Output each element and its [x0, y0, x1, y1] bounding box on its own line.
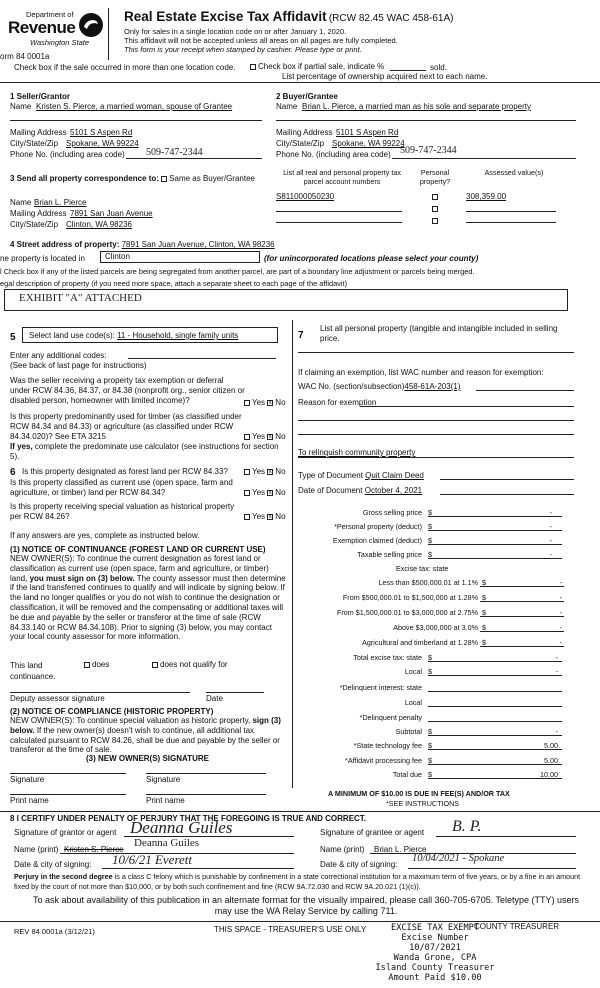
- seller-phone-label: Phone No. (including area code): [10, 150, 125, 159]
- notice2-text: [10, 716, 286, 755]
- q-timber-ifyes: [10, 442, 280, 462]
- total-label: *Delinquent interest: state: [339, 683, 422, 692]
- corr-name-label: Name: [10, 198, 32, 207]
- q-historic: Is this property receiving special valuation as historical property per RCW 84.26?: [10, 502, 235, 521]
- wac-label: WAC No. (section/subsection): [298, 382, 405, 391]
- tier-label: Less than $500,000.01 at 1.1%: [378, 578, 478, 587]
- does-not-option[interactable]: [152, 660, 228, 669]
- grantee-date-city[interactable]: 10/04/2021 - Spokane: [412, 853, 505, 864]
- q-historic-yes: Yes: [252, 512, 266, 521]
- stamp-line-1: EXCISE TAX EXEMPT: [391, 923, 479, 933]
- total-value: -: [555, 653, 558, 662]
- q-current-use: Is this property classified as current use (open space, farm and agriculture, or timber) land per RCW 84.34?: [10, 478, 233, 497]
- parcel-account-1[interactable]: S811000050230: [276, 192, 335, 201]
- tier-value: -: [559, 593, 562, 602]
- form-number: orm 84 0001a: [0, 52, 50, 61]
- notice2-title: (2) NOTICE OF COMPLIANCE (HISTORIC PROPERTY): [10, 707, 214, 716]
- property-address-label: 4 Street address of property:: [10, 240, 120, 249]
- grantee-date-label: Date & city of signing:: [320, 860, 398, 869]
- buyer-city-label: City/State/Zip: [276, 139, 325, 148]
- q-exemption-yes-box[interactable]: [244, 400, 250, 406]
- additional-codes-label: Enter any additional codes:: [10, 351, 107, 360]
- total-label: Total due: [392, 770, 422, 779]
- located-select[interactable]: [100, 251, 260, 263]
- buyer-city[interactable]: Spokane, WA 99224: [332, 139, 405, 148]
- tier-label: Agricultural and timberland at 1.28%: [362, 638, 478, 647]
- seller-address[interactable]: 5101 S Aspen Rd: [70, 128, 133, 137]
- notice1-title: (1) NOTICE OF CONTINUANCE (FOREST LAND OR CURRENT USE): [10, 545, 266, 554]
- does-label: does: [92, 660, 110, 669]
- dept-name: Revenue: [8, 18, 76, 37]
- total-label: *State technology fee: [353, 741, 422, 750]
- buyer-address[interactable]: 5101 S Aspen Rd: [336, 128, 399, 137]
- tier-cur: $: [482, 608, 486, 617]
- seller-city-label: City/State/Zip: [10, 139, 59, 148]
- q-historic-no-box[interactable]: x: [268, 513, 272, 520]
- total-value: -: [555, 727, 558, 736]
- tax-cur: $: [428, 522, 432, 531]
- notice1-text-a: NEW OWNER(S): To continue the current designation as forest land or classification as current use (open space, farm and agriculture, or timber) land,: [10, 554, 269, 583]
- deputy-signature-label: Deputy assessor signature: [10, 694, 105, 703]
- buyer-address-label: Mailing Address: [276, 128, 333, 137]
- stamp-line-2: Excise Number: [401, 933, 469, 943]
- q-forest-no: No: [275, 467, 286, 476]
- owner-signature-1: Signature: [10, 775, 45, 784]
- total-cur: $: [428, 653, 432, 662]
- corr-heading-text: 3 Send all property correspondence to:: [10, 174, 159, 183]
- tax-label: Gross selling price: [362, 508, 422, 517]
- q-historic-answer[interactable]: [244, 512, 286, 521]
- q-timber: Is this property predominantly used for timber (as classified under RCW 84.34 and 84.33) or agriculture (as classified under RCW 84.34.020)? See ETA 3215: [10, 412, 242, 441]
- does-checkbox[interactable]: [84, 662, 90, 668]
- wac-number[interactable]: 458-61A-203(1): [404, 382, 461, 391]
- does-not-checkbox[interactable]: [152, 662, 158, 668]
- grantee-print-name[interactable]: Brian L. Pierce: [374, 845, 427, 854]
- partial-sold: sold.: [430, 63, 447, 72]
- parcel-personal-1[interactable]: [432, 194, 438, 200]
- located-note: (for unincorporated locations please select your county): [264, 254, 479, 263]
- header-line-3: This form is your receipt when stamped by cashier. Please type or print.: [124, 45, 362, 54]
- personal-property-label: List all personal property (tangible and intangible included in selling price.: [320, 324, 558, 343]
- partial-sale-label: Check box if partial sale, indicate %: [258, 62, 385, 71]
- doc-type-label: Type of Document: [298, 471, 363, 480]
- tier-label: From $1,500,000.01 to $3,000,000 at 2.75%: [336, 608, 478, 617]
- notice1-bold: you must sign on (3) below.: [27, 573, 135, 583]
- grantee-name-label: Name (print): [320, 845, 365, 854]
- seller-address-label: Mailing Address: [10, 128, 67, 137]
- total-label: Total excise tax: state: [353, 653, 422, 662]
- q-timber-no-box[interactable]: x: [268, 433, 272, 440]
- tax-label: Taxable selling price: [357, 550, 422, 559]
- tier-value: -: [559, 608, 562, 617]
- tier-cur: $: [482, 578, 486, 587]
- buyer-heading: 2 Buyer/Grantee: [276, 92, 338, 101]
- exemption-reason[interactable]: To relinquish community property: [298, 448, 416, 457]
- grantor-name-label: Name (print): [14, 845, 59, 854]
- grantor-print-name[interactable]: Deanna Guiles: [134, 837, 200, 849]
- total-cur: $: [428, 667, 432, 676]
- q-exemption-no: No: [275, 398, 286, 407]
- notice2-text-a: NEW OWNER(S): To continue special valuation as historic property,: [10, 716, 251, 725]
- section7-num: 7: [298, 330, 304, 341]
- q-timber-answer[interactable]: [244, 432, 286, 441]
- treasurer-space: THIS SPACE - TREASURER'S USE ONLY: [214, 925, 367, 934]
- seller-city[interactable]: Spokane, WA 99224: [66, 139, 139, 148]
- notice1-text: [10, 554, 286, 642]
- does-option[interactable]: [84, 660, 109, 669]
- total-label: *Affidavit processing fee: [345, 756, 422, 765]
- total-label: Local: [404, 698, 422, 707]
- q-current-use-yes-box[interactable]: [244, 490, 250, 496]
- q-timber-yes-box[interactable]: [244, 434, 250, 440]
- q-forest-answer[interactable]: [244, 467, 286, 476]
- located-label: ne property is located in: [0, 254, 85, 263]
- q-current-use-no-box[interactable]: x: [268, 489, 272, 496]
- treasurer-stamp: [350, 923, 520, 983]
- header-line-2: This affidavit will not be accepted unless all areas on all pages are fully completed.: [124, 36, 398, 45]
- tax-cur: $: [428, 508, 432, 517]
- grantor-sig-label: Signature of grantor or agent: [14, 828, 117, 837]
- parcel-personal-2[interactable]: [432, 206, 438, 212]
- section5-num: 5: [10, 332, 16, 343]
- total-label: *Delinquent penalty: [359, 713, 422, 722]
- located-value: Clinton: [105, 252, 130, 261]
- total-label: Local: [404, 667, 422, 676]
- legal-label: egal description of property (if you need more space, attach a separate sheet to each page of the affidavit): [0, 279, 348, 288]
- tier-cur: $: [482, 593, 486, 602]
- rev-number: REV 84 0001a (3/12/21): [14, 927, 95, 936]
- corr-city[interactable]: Clinton, WA 98236: [66, 220, 132, 229]
- notice2-text-b: If the new owner(s) doesn't wish to continue, all additional tax calculated pursuant to RCW 84.26, shall be due and payable by the seller or transferor at the time of sale.: [10, 725, 280, 755]
- form-title: [124, 9, 454, 24]
- total-value: 5.00: [544, 756, 558, 765]
- q-exemption-yes: Yes: [252, 398, 266, 407]
- excise-state-heading: Excise tax: state: [396, 564, 449, 573]
- tax-label: Exemption claimed (deduct): [332, 536, 422, 545]
- same-as-buyer-label: Same as Buyer/Grantee: [169, 174, 255, 183]
- seller-name[interactable]: Kristen S. Pierce, a married woman, spouse of Grantee: [36, 102, 233, 111]
- ifyes-text: complete the predominate use calculator (see instructions for section 5).: [10, 442, 279, 461]
- does-not-label: does not qualify for: [160, 660, 228, 669]
- accessibility-note: To ask about availability of this publication in an alternate format for the visually impaired, please call 360-705-6705. Teletype (TTY) users may use the WA Relay Service by calling 711.: [32, 895, 580, 916]
- grantor-date-label: Date & city of signing:: [14, 860, 92, 869]
- q-forest-no-box[interactable]: x: [268, 468, 272, 475]
- q-current-use-no: No: [275, 488, 286, 497]
- tax-value: -: [549, 508, 552, 517]
- seller-heading: 1 Seller/Grantor: [10, 92, 71, 101]
- stamp-line-6: Amount Paid $10.00: [388, 973, 482, 983]
- stamp-line-4: Wanda Grone, CPA: [393, 953, 477, 963]
- corr-name[interactable]: Brian L. Pierce: [34, 198, 87, 207]
- doc-date-label: Date of Document: [298, 486, 363, 495]
- tax-value: -: [549, 536, 552, 545]
- q-forest-yes-box[interactable]: [244, 469, 250, 475]
- tax-cur: $: [428, 536, 432, 545]
- this-land: This land: [10, 661, 43, 670]
- owner-print-1: Print name: [10, 796, 49, 805]
- title-ref: (RCW 82.45 WAC 458-61A): [328, 13, 454, 24]
- multi-location-label: Check box if the sale occurred in more than one location code.: [14, 63, 236, 72]
- doc-date[interactable]: October 4, 2021: [364, 486, 423, 495]
- stamp-line-3: 10/07/2021: [409, 943, 461, 953]
- parcels-col-assessed: Assessed value(s): [484, 168, 544, 177]
- tier-cur: $: [482, 623, 486, 632]
- correspondence-heading: [10, 174, 255, 183]
- partial-sale-check[interactable]: [250, 62, 384, 71]
- doc-type[interactable]: Quit Claim Deed: [365, 471, 424, 480]
- grantee-signature[interactable]: B. P.: [452, 818, 482, 835]
- perjury-text: is a class C felony which is punishable by confinement in a state correctional institution for a maximum term of five years, or by a fine in an amount fixed by the court of not more than $10,000, or by both such confinement and fine (RCW 9A.72.030 and RCW 9A.20.021 (1)(c)).: [14, 872, 581, 891]
- total-cur: $: [428, 727, 432, 736]
- total-value: 5.00: [544, 741, 558, 750]
- notice1-text-b: The county assessor must then determine if the land transferred continues to qualify and will indicate by signing below. If the land no longer qualifies or you do not wish to continue the designation or classification, it will be removed and the compensating or additional taxes will be due and payable by the seller or transferor at the time of sale (RCW 84.33.140 or RCW 84.34.108). Prior to signing (3) below, you may contact your local county assessor for more information.: [10, 573, 286, 642]
- buyer-phone[interactable]: 509-747-2344: [400, 145, 457, 156]
- total-value: -: [555, 667, 558, 676]
- tier-label: Above $3,000,000 at 3.0%: [393, 623, 478, 632]
- seller-phone[interactable]: 509-747-2344: [146, 147, 203, 158]
- q-exemption-no-box[interactable]: x: [268, 399, 272, 406]
- tier-cur: $: [482, 638, 486, 647]
- tax-label: *Personal property (deduct): [334, 522, 422, 531]
- parcel-value-1[interactable]: 308,359.00: [466, 192, 507, 201]
- corr-address-label: Mailing Address: [10, 209, 67, 218]
- tax-value: -: [549, 522, 552, 531]
- buyer-phone-label: Phone No. (including area code): [276, 150, 391, 159]
- grantor-signature[interactable]: Deanna Guiles: [130, 818, 233, 837]
- county-treasurer: COUNTY TREASURER: [474, 922, 560, 931]
- certify-heading: 8 I CERTIFY UNDER PENALTY OF PERJURY THAT THE FOREGOING IS TRUE AND CORRECT.: [10, 814, 367, 823]
- total-cur: $: [428, 741, 432, 750]
- notice3-title: (3) NEW OWNER(S) SIGNATURE: [86, 754, 209, 763]
- minimum-due: A MINIMUM OF $10.00 IS DUE IN FEE(S) AND/OR TAX: [328, 789, 510, 798]
- grantee-sig-label: Signature of grantee or agent: [320, 828, 425, 837]
- corr-address[interactable]: 7891 San Juan Avenue: [70, 209, 153, 218]
- section6-num: 6: [10, 467, 16, 478]
- q-exemption-answer[interactable]: [244, 398, 286, 407]
- q-timber-yes: Yes: [252, 432, 266, 441]
- q-historic-yes-box[interactable]: [244, 514, 250, 520]
- property-address-row: [10, 240, 275, 249]
- tier-value: -: [559, 638, 562, 647]
- grantor-name-struck: Kristen S. Pierce: [64, 845, 124, 854]
- land-use-label: Select land use code(s):: [29, 331, 115, 340]
- doc-type-row: [298, 471, 424, 480]
- legal-description: EXHIBIT "A" ATTACHED: [19, 292, 142, 304]
- header-line-1: Only for sales in a single location code on or after January 1, 2020.: [124, 27, 347, 36]
- total-label: Subtotal: [395, 727, 422, 736]
- deputy-date-label: Date: [206, 694, 223, 703]
- partial-sub: List percentage of ownership acquired next to each name.: [282, 72, 488, 81]
- same-as-buyer-checkbox[interactable]: [161, 176, 167, 182]
- q-forest: Is this property designated as forest land per RCW 84.33?: [22, 467, 228, 476]
- doc-date-row: [298, 486, 422, 495]
- reason-label: Reason for exemption: [298, 398, 377, 407]
- perjury-notice: [14, 872, 586, 891]
- q-timber-no: No: [275, 432, 286, 441]
- total-value: 10.00: [540, 770, 558, 779]
- owner-signature-2: Signature: [146, 775, 181, 784]
- see-instructions: *SEE INSTRUCTIONS: [386, 799, 460, 808]
- notice2-bold: sign (3) below.: [10, 716, 281, 735]
- q-exemption: Was the seller receiving a property tax exemption or deferral under RCW 84.36, 84.37, or 84.38 (nonprofit org., senior citizen or disabled person, homeowner with limited income)?: [10, 376, 245, 405]
- title-text: Real Estate Excise Tax Affidavit: [124, 9, 327, 24]
- tax-cur: $: [428, 550, 432, 559]
- q-current-use-yes: Yes: [252, 488, 266, 497]
- total-cur: $: [428, 770, 432, 779]
- q-historic-no: No: [275, 512, 286, 521]
- tax-value: -: [549, 550, 552, 559]
- land-use-code: 11 - Household, single family units: [117, 331, 239, 340]
- parcels-col-personal: Personal property?: [419, 168, 451, 186]
- stamp-line-5: Island County Treasurer: [375, 963, 495, 973]
- corr-city-label: City/State/Zip: [10, 220, 59, 229]
- wac-row: [298, 382, 460, 391]
- seller-name-label: Name: [10, 102, 32, 111]
- q-forest-yes: Yes: [252, 467, 266, 476]
- multi-location-check[interactable]: [14, 63, 235, 72]
- tier-label: From $500,000.01 to $1,500,000 at 1.28%: [342, 593, 478, 602]
- dept-label: Department of: [26, 10, 74, 19]
- dor-swirl-icon: [78, 12, 104, 38]
- exemption-label: If claiming an exemption, list WAC number and reason for exemption:: [298, 368, 544, 377]
- ifyes-bold: If yes,: [10, 442, 33, 451]
- buyer-name-label: Name: [276, 102, 298, 111]
- dept-state: Washington State: [30, 38, 90, 47]
- legal-description-box[interactable]: [4, 289, 568, 311]
- tier-value: -: [559, 578, 562, 587]
- q-current-use-answer[interactable]: [244, 488, 286, 497]
- land-use-box[interactable]: [22, 327, 278, 343]
- grantor-date-city[interactable]: 10/6/21 Everett: [112, 852, 193, 867]
- segregated-check[interactable]: l Check box if any of the listed parcels are being segregated from another parcel, are part of a boundary line adjustment or parcels being merged.: [0, 267, 475, 276]
- partial-sale-checkbox[interactable]: [250, 64, 256, 70]
- perjury-bold: Perjury in the second degree: [14, 872, 113, 881]
- additional-codes-sub: (See back of last page for instructions): [10, 361, 147, 370]
- continuance: continuance.: [10, 672, 56, 681]
- owner-print-2: Print name: [146, 796, 185, 805]
- any-yes-note: If any answers are yes, complete as instructed below.: [10, 531, 200, 540]
- tier-value: -: [559, 623, 562, 632]
- property-address[interactable]: 7891 San Juan Avenue, Clinton, WA 98236: [121, 240, 275, 249]
- buyer-name[interactable]: Brian L. Pierce, a married man as his sole and separate property: [302, 102, 532, 111]
- parcel-personal-3[interactable]: [432, 218, 438, 224]
- total-cur: $: [428, 756, 432, 765]
- parcels-col-account: List all real and personal property tax parcel account numbers: [283, 168, 401, 186]
